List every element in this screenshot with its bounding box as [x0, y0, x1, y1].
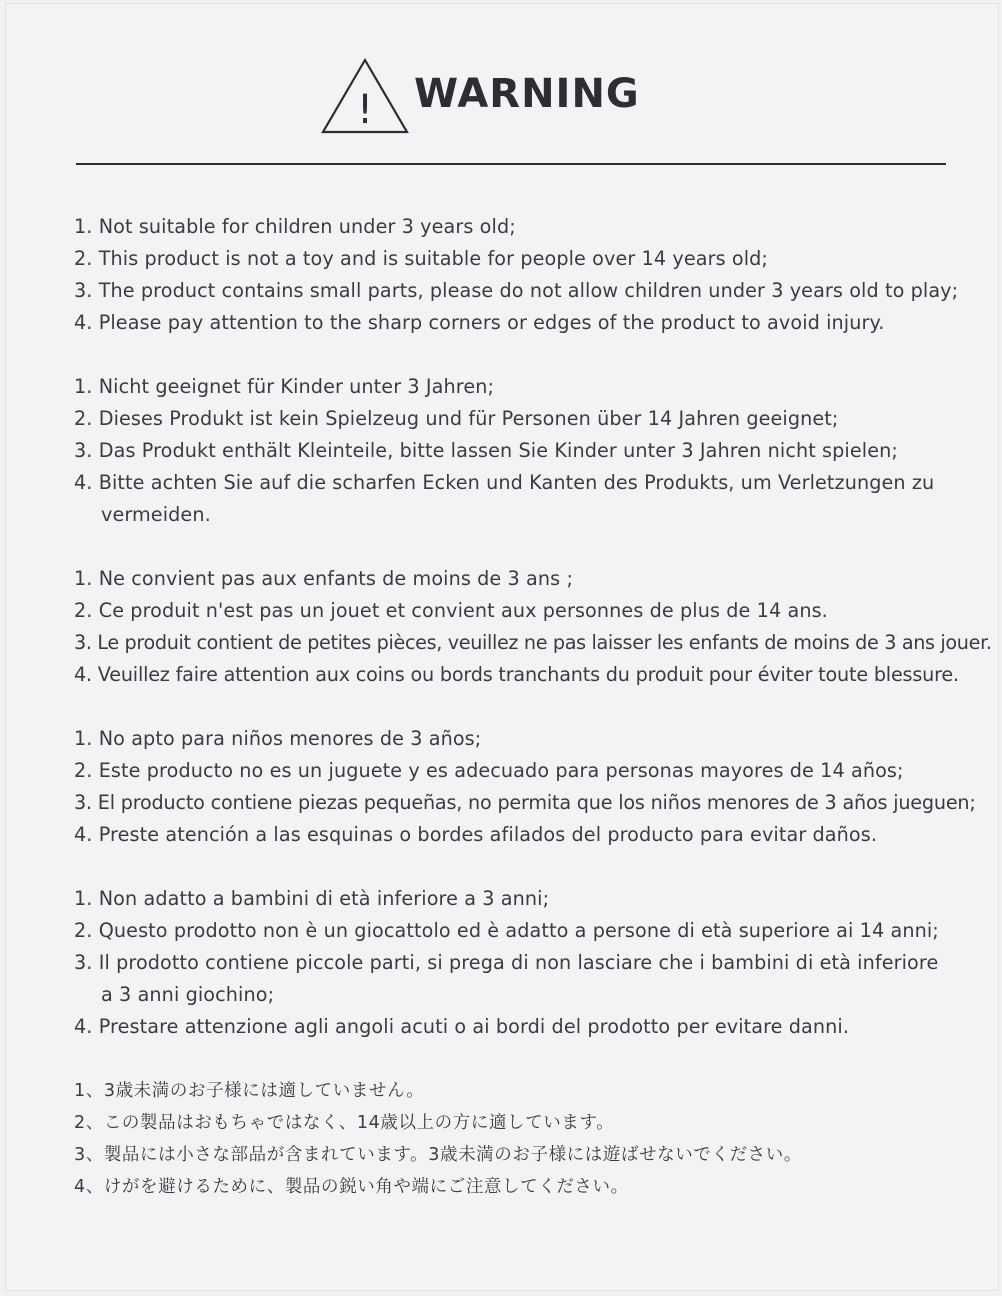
- warning-item: 3、製品には小さな部品が含まれています。3歳未満のお子様には遊ばせないでください。: [74, 1145, 802, 1165]
- warning-label-sheet: [6, 4, 998, 1290]
- warning-item: 2. Dieses Produkt ist kein Spielzeug und für Personen über 14 Jahren geeignet;: [74, 407, 839, 430]
- warning-item: 2. Ce produit n'est pas un jouet et convient aux personnes de plus de 14 ans.: [74, 599, 828, 622]
- warning-item: 3. Il prodotto contiene piccole parti, si prega di non lasciare che i bambini di età inferiore: [74, 951, 939, 974]
- section-italian: [74, 883, 964, 1043]
- warning-item: 4. Veuillez faire attention aux coins ou bords tranchants du produit pour éviter toute blessure.: [74, 663, 959, 686]
- warning-item: 4. Preste atención a las esquinas o bordes afilados del producto para evitar daños.: [74, 823, 878, 846]
- warning-item: 4. Prestare attenzione agli angoli acuti o ai bordi del prodotto per evitare danni.: [74, 1015, 850, 1038]
- warning-item: 2、この製品はおもちゃではなく、14歳以上の方に適しています。: [74, 1113, 615, 1133]
- warning-item: 4. Bitte achten Sie auf die scharfen Ecken und Kanten des Produkts, um Verletzungen zu: [74, 471, 935, 494]
- warning-item: 1. Non adatto a bambini di età inferiore a 3 anni;: [74, 887, 550, 910]
- warning-item-continuation: vermeiden.: [101, 503, 211, 526]
- section-spanish: [74, 723, 976, 851]
- section-french: [74, 563, 992, 691]
- warning-item: 2. This product is not a toy and is suitable for people over 14 years old;: [74, 247, 768, 270]
- section-japanese: [74, 1075, 964, 1203]
- warning-item: 2. Este producto no es un juguete y es adecuado para personas mayores de 14 años;: [74, 759, 904, 782]
- section-english: [74, 211, 964, 339]
- warning-content: [74, 211, 992, 1235]
- warning-item: 2. Questo prodotto non è un giocattolo ed è adatto a persone di età superiore ai 14 anni;: [74, 919, 939, 942]
- warning-item: 1、3歳未満のお子様には適していません。: [74, 1081, 425, 1101]
- warning-item: 3. Le produit contient de petites pièces, veuillez ne pas laisser les enfants de moins de 3 ans jouer.: [74, 631, 992, 654]
- warning-item: 1. No apto para niños menores de 3 años;: [74, 727, 482, 750]
- warning-item: 3. Das Produkt enthält Kleinteile, bitte lassen Sie Kinder unter 3 Jahren nicht spielen;: [74, 439, 898, 462]
- warning-item-continuation: a 3 anni giochino;: [101, 983, 275, 1006]
- warning-item: 1. Ne convient pas aux enfants de moins de 3 ans ;: [74, 567, 574, 590]
- warning-item: 1. Not suitable for children under 3 years old;: [74, 215, 516, 238]
- warning-triangle-icon: [320, 57, 410, 135]
- header-divider: [76, 163, 946, 165]
- section-german: [74, 371, 964, 531]
- warning-item: 3. El producto contiene piezas pequeñas, no permita que los niños menores de 3 años jueguen;: [74, 791, 976, 814]
- warning-header: [320, 56, 640, 136]
- warning-item: 4、けがを避けるために、製品の鋭い角や端にご注意してください。: [74, 1177, 629, 1197]
- warning-triangle-glyph: !: [356, 87, 374, 133]
- warning-item: 3. The product contains small parts, please do not allow children under 3 years old to play;: [74, 279, 959, 302]
- page-title: WARNING: [414, 71, 640, 117]
- warning-item: 1. Nicht geeignet für Kinder unter 3 Jahren;: [74, 375, 495, 398]
- warning-item: 4. Please pay attention to the sharp corners or edges of the product to avoid injury.: [74, 311, 885, 334]
